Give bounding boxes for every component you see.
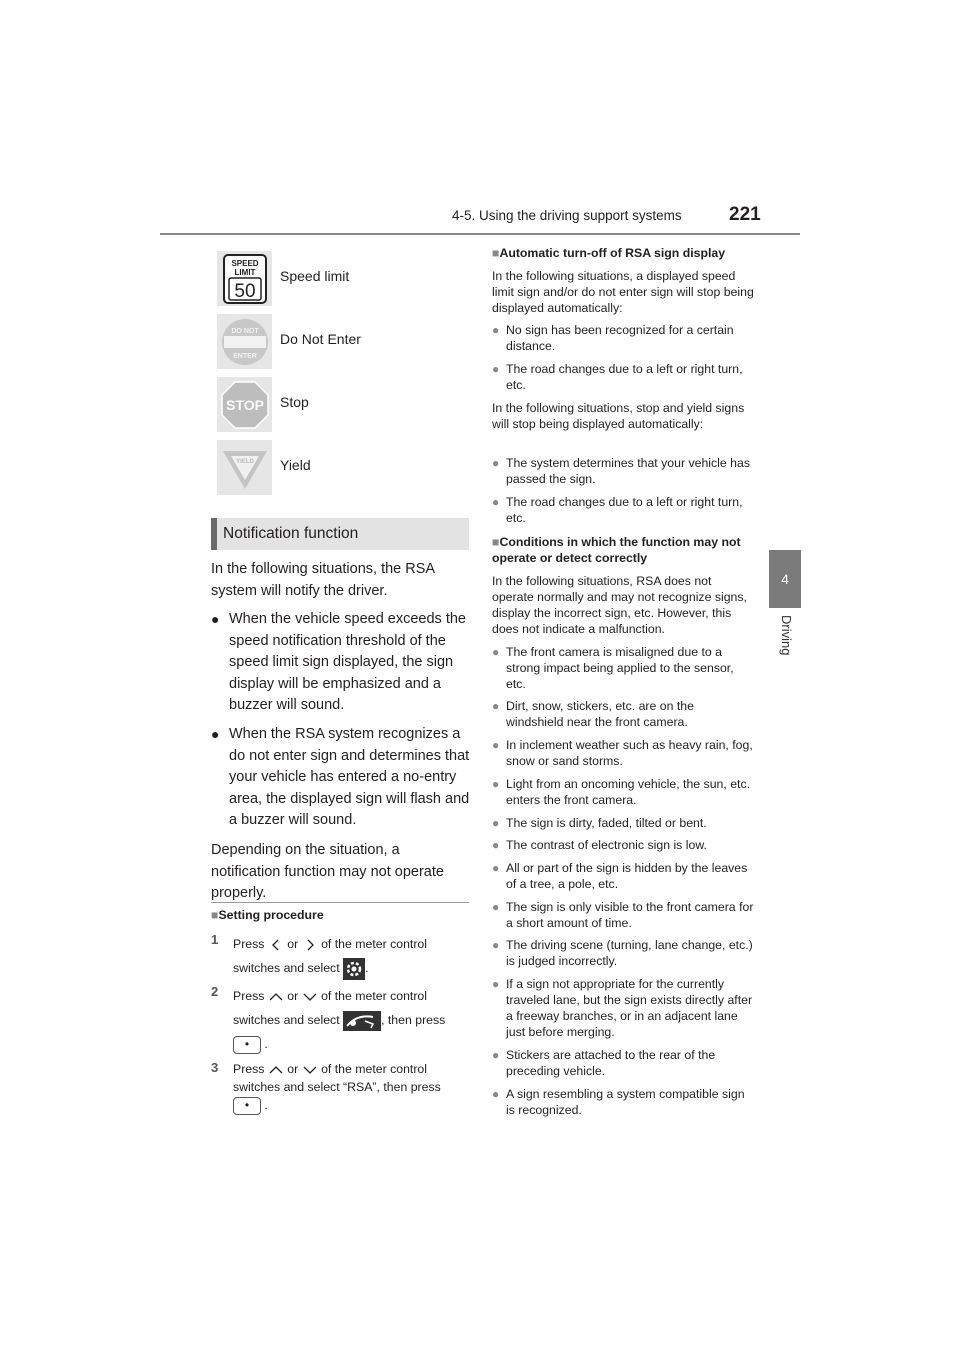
bullet-icon: ●	[492, 777, 500, 791]
bullet-icon: ●	[211, 611, 220, 627]
bullet-icon: ●	[492, 838, 500, 852]
driving-assist-icon	[343, 1011, 381, 1031]
square-bullet-icon: ■	[492, 535, 500, 549]
divider	[211, 902, 469, 903]
ok-button-icon: •	[233, 1036, 261, 1054]
conditions-heading: ■Conditions in which the function may not operate or detect correctly	[492, 535, 741, 565]
section-title: 4-5. Using the driving support systems	[452, 208, 682, 223]
svg-text:50: 50	[233, 280, 256, 302]
svg-text:STOP: STOP	[225, 396, 264, 413]
bullet-icon: ●	[492, 362, 500, 376]
chevron-down-icon	[302, 990, 318, 1004]
stop-sign-icon	[217, 377, 272, 432]
page-number: 221	[729, 204, 761, 225]
do-not-enter-sign-icon	[217, 314, 272, 369]
yield-sign-icon	[217, 440, 272, 495]
gear-icon	[343, 958, 365, 980]
auto-off-intro: In the following situations, a displayed speed limit sign and/or do not enter sign will stop being displayed automatically:	[492, 269, 754, 315]
bullet-icon: ●	[492, 1048, 500, 1062]
square-bullet-icon: ■	[492, 246, 500, 260]
bullet-icon: ●	[492, 900, 500, 914]
svg-text:DO NOT: DO NOT	[230, 327, 259, 335]
bullet-icon: ●	[492, 1087, 500, 1101]
bullet-icon: ●	[492, 645, 500, 659]
svg-text:LIMIT: LIMIT	[234, 267, 255, 277]
bullet-icon: ●	[492, 816, 500, 830]
step-number: 2	[211, 984, 219, 999]
bullet-icon: ●	[492, 977, 500, 991]
chapter-tab: 4	[769, 550, 801, 608]
step-1: Press or of the meter control switches and select .	[233, 932, 473, 980]
setting-heading: ■Setting procedure	[211, 908, 324, 922]
notification-title: Notification function	[223, 525, 359, 542]
bullet-icon: ●	[492, 456, 500, 470]
step-number: 1	[211, 932, 219, 947]
step-2: Press or of the meter control switches and select , then press • .	[233, 984, 473, 1056]
chapter-label: Driving	[779, 615, 794, 656]
chevron-up-icon	[268, 990, 284, 1004]
bullet-icon: ●	[492, 495, 500, 509]
step-number: 3	[211, 1060, 219, 1075]
stop-label: Stop	[280, 394, 309, 410]
bullet-icon: ●	[211, 726, 220, 742]
notification-closing: Depending on the situation, a notification function may not operate properly.	[211, 842, 444, 902]
header-rule	[160, 233, 800, 235]
chevron-down-icon	[302, 1063, 318, 1077]
do-not-enter-label: Do Not Enter	[280, 331, 361, 347]
notification-intro: In the following situations, the RSA system will notify the driver.	[211, 561, 435, 599]
chevron-up-icon	[268, 1063, 284, 1077]
speed-limit-label: Speed limit	[280, 268, 350, 284]
bullet-icon: ●	[492, 323, 500, 337]
step-3: Press or of the meter control switches and select “RSA”, then press • .	[233, 1060, 473, 1115]
chevron-right-icon	[302, 938, 318, 952]
auto-off-intro-2: In the following situations, stop and yield signs will stop being displayed automatically:	[492, 401, 745, 431]
yield-label: Yield	[280, 457, 311, 473]
notification-section-header	[211, 518, 469, 550]
svg-text:SPEED: SPEED	[230, 258, 259, 268]
square-bullet-icon: ■	[211, 908, 219, 922]
auto-off-heading: ■Automatic turn-off of RSA sign display	[492, 246, 726, 260]
speed-limit-sign-icon	[217, 251, 272, 306]
bullet-icon: ●	[492, 738, 500, 752]
conditions-intro: In the following situations, RSA does not operate normally and may not recognize signs, display the incorrect sign, etc. However, this does not indicate a malfunction.	[492, 574, 747, 636]
chevron-left-icon	[268, 938, 284, 952]
bullet-icon: ●	[492, 861, 500, 875]
bullet-icon: ●	[492, 938, 500, 952]
svg-text:YIELD: YIELD	[235, 458, 254, 465]
bullet-icon: ●	[492, 699, 500, 713]
ok-button-icon: •	[233, 1097, 261, 1115]
svg-text:ENTER: ENTER	[232, 352, 257, 360]
